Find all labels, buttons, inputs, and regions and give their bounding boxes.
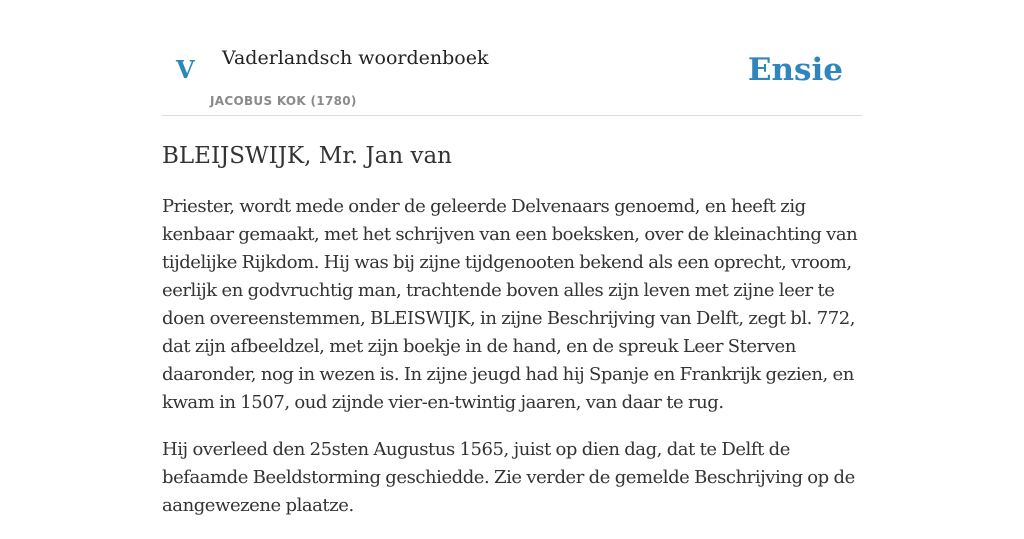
entry-title: BLEIJSWIJK, Mr. Jan van bbox=[162, 143, 452, 169]
entry-paragraph: Hij overleed den 25sten Augustus 1565, juist op dien dag, dat te Delft de befaamde Beeldstorming geschiedde. Zie verder de gemelde Beschrijving op de aangewezene plaatze. bbox=[162, 439, 855, 516]
source-header bbox=[162, 0, 862, 116]
source-letter-badge[interactable]: V bbox=[176, 55, 195, 84]
ensie-logo[interactable]: Ensie bbox=[747, 52, 843, 88]
entry-paragraph: Priester, wordt mede onder de geleerde Delvenaars genoemd, en heeft zig kenbaar gemaakt, met het schrijven van een boeksken, over de kleinachting van tijdelijke Rijkdom. Hij was bij zijne tijdgenooten bekend als een oprecht, vroom, eerlijk en godvruchtig man, trachtende boven alles zijn leven met zijne leer te doen overeenstemmen, BLEISWIJK, in zijne Beschrijving van Delft, zegt bl. 772, dat zijn afbeeldzel, met zijn boekje in de hand, en de spreuk Leer Sterven daaronder, nog in wezen is. In zijne jeugd had hij Spanje en Frankrijk gezien, en kwam in 1507, oud zijnde vier-en-twintig jaaren, van daar te rug. bbox=[162, 196, 858, 413]
source-author: JACOBUS KOK (1780) bbox=[210, 94, 357, 108]
entry-body bbox=[162, 193, 862, 520]
page-container bbox=[162, 0, 862, 539]
source-title-link[interactable]: Vaderlandsch woordenboek bbox=[222, 47, 489, 69]
